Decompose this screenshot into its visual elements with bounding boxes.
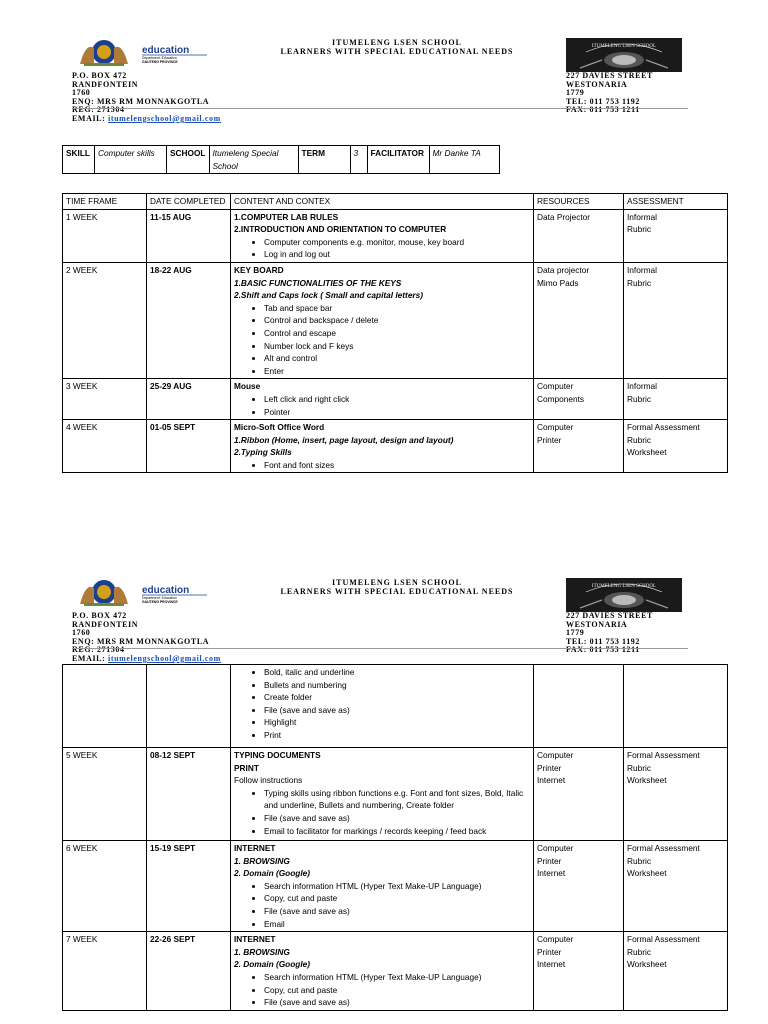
bullet-list: • Font and font sizes [234, 459, 530, 472]
svg-text:Department: Education: Department: Education [142, 56, 177, 60]
address-right: 227 DAVIES STREET WESTONARIA 1779 TEL: 011 753 1192 FAX: 011 753 1211 [566, 611, 653, 655]
school-title [207, 578, 587, 596]
education-logo [72, 578, 212, 608]
education-logo [72, 38, 212, 68]
svg-text:GAUTENG PROVINCE: GAUTENG PROVINCE [142, 60, 178, 64]
skill-value: Computer skills [95, 146, 167, 174]
bullet-list: • Bold, italic and underline • Bullets and numbering • Create folder • File (save and save as) • Highlight • Print [234, 666, 530, 742]
bullet-list: • Search information HTML (Hyper Text Make-UP Language) • Copy, cut and paste • File (save and save as) • Email [234, 880, 530, 930]
term-label: TERM [298, 146, 350, 174]
table-row: 3 WEEK 25-29 AUG Mouse • Left click and right click • Pointer Computer Components Informal Rubric [63, 379, 728, 420]
lesson-plan-table-page2 [62, 664, 728, 1011]
col-header-resources: RESOURCES [534, 194, 624, 210]
email-link[interactable]: itumelengschool@gmail.com [108, 113, 221, 123]
letterhead-1 [72, 38, 688, 123]
school-name: ITUMELENG LSEN SCHOOL [332, 578, 462, 587]
table-header-row [63, 194, 728, 210]
col-header-time: TIME FRAME [63, 194, 147, 210]
svg-text:Department: Education: Department: Education [142, 596, 177, 600]
lesson-plan-table-page1 [62, 193, 728, 473]
col-header-assessment: ASSESSMENT [624, 194, 728, 210]
school-subtitle: LEARNERS WITH SPECIAL EDUCATIONAL NEEDS [280, 47, 514, 56]
svg-text:education: education [142, 585, 190, 596]
school-crest [566, 578, 682, 612]
bullet-list: • Computer components e.g. monitor, mouse, key board • Log in and log out [234, 236, 530, 261]
school-crest [566, 38, 682, 72]
skill-label: SKILL [63, 146, 95, 174]
address-left: P.O. BOX 472 RANDFONTEIN 1760 ENQ: MRS RM MONNAKGOTLA REG: 271304 EMAIL: itumelengschool@gmail.com [72, 71, 221, 123]
bullet-list: • Left click and right click • Pointer [234, 393, 530, 418]
table-row: 7 WEEK 22-26 SEPT INTERNET 1. BROWSING 2. Domain (Google) • Search information HTML (Hyper Text Make-UP Language) • Copy, cut and paste • File (save and save as) Computer Printer Internet Formal Assessment Rubric Worksheet [63, 932, 728, 1011]
table-row: 1 WEEK 11-15 AUG 1.COMPUTER LAB RULES 2.INTRODUCTION AND ORIENTATION TO COMPUTER • Computer components e.g. monitor, mouse, key board • Log in and log out Data Projector Informal Rubric [63, 209, 728, 262]
term-value: 3 [350, 146, 367, 174]
header-divider [72, 648, 688, 649]
info-table [62, 145, 500, 174]
school-value: Itumeleng Special School [209, 146, 298, 174]
address-right: 227 DAVIES STREET WESTONARIA 1779 TEL: 011 753 1192 FAX: 011 753 1211 [566, 71, 653, 115]
school-subtitle: LEARNERS WITH SPECIAL EDUCATIONAL NEEDS [280, 587, 514, 596]
col-header-content: CONTENT AND CONTEX [231, 194, 534, 210]
email-link[interactable]: itumelengschool@gmail.com [108, 653, 221, 663]
table-row: 6 WEEK 15-19 SEPT INTERNET 1. BROWSING 2. Domain (Google) • Search information HTML (Hyper Text Make-UP Language) • Copy, cut and paste • File (save and save as) • Email Computer Printer Internet Formal Assessment Rubric Worksheet [63, 841, 728, 932]
svg-text:ITUMELENG LSEN SCHOOL: ITUMELENG LSEN SCHOOL [591, 44, 657, 49]
svg-text:GAUTENG PROVINCE: GAUTENG PROVINCE [142, 600, 178, 604]
header-divider [72, 108, 688, 109]
table-row: 2 WEEK 18-22 AUG KEY BOARD 1.BASIC FUNCTIONALITIES OF THE KEYS 2.Shift and Caps lock ( Small and capital letters) • Tab and space bar • Control and backspace / delete • Control and escape • Number lock and F keys • Alt and control • Enter Data projector Mimo Pads Informal Rubric [63, 262, 728, 378]
table-row [63, 665, 728, 748]
address-left: P.O. BOX 472 RANDFONTEIN 1760 ENQ: MRS RM MONNAKGOTLA REG: 271304 EMAIL: itumelengschool@gmail.com [72, 611, 221, 663]
svg-text:education: education [142, 45, 190, 56]
school-name: ITUMELENG LSEN SCHOOL [332, 38, 462, 47]
bullet-list: • Typing skills using ribbon functions e.g. Font and font sizes, Bold, Italic and underline, Bullets and numbering, Create folder • File (save and save as) • Email to facilitator for markings / records keeping / feed back [234, 787, 530, 837]
bullet-list: • Tab and space bar • Control and backspace / delete • Control and escape • Number lock and F keys • Alt and control • Enter [234, 302, 530, 378]
col-header-date: DATE COMPLETED [147, 194, 231, 210]
svg-text:ITUMELENG LSEN SCHOOL: ITUMELENG LSEN SCHOOL [591, 584, 657, 589]
table-row: 5 WEEK 08-12 SEPT TYPING DOCUMENTS PRINT Follow instructions • Typing skills using ribbon functions e.g. Font and font sizes, Bold, Italic and underline, Bullets and numbering, Create folder • File (save and save as) • Email to facilitator for markings / records keeping / feed back Computer Printer Internet Formal Assessment Rubric Worksheet [63, 748, 728, 841]
school-label: SCHOOL [167, 146, 210, 174]
school-title [207, 38, 587, 56]
letterhead-2 [72, 578, 688, 663]
facilitator-label: FACILITATOR [367, 146, 429, 174]
facilitator-value: Mr Danke TA [429, 146, 500, 174]
bullet-list: • Search information HTML (Hyper Text Make-UP Language) • Copy, cut and paste • File (save and save as) [234, 971, 530, 1009]
table-row: 4 WEEK 01-05 SEPT Micro-Soft Office Word 1.Ribbon (Home, insert, page layout, design and layout) 2.Typing Skills • Font and font sizes Computer Printer Formal Assessment Rubric Worksheet [63, 420, 728, 473]
